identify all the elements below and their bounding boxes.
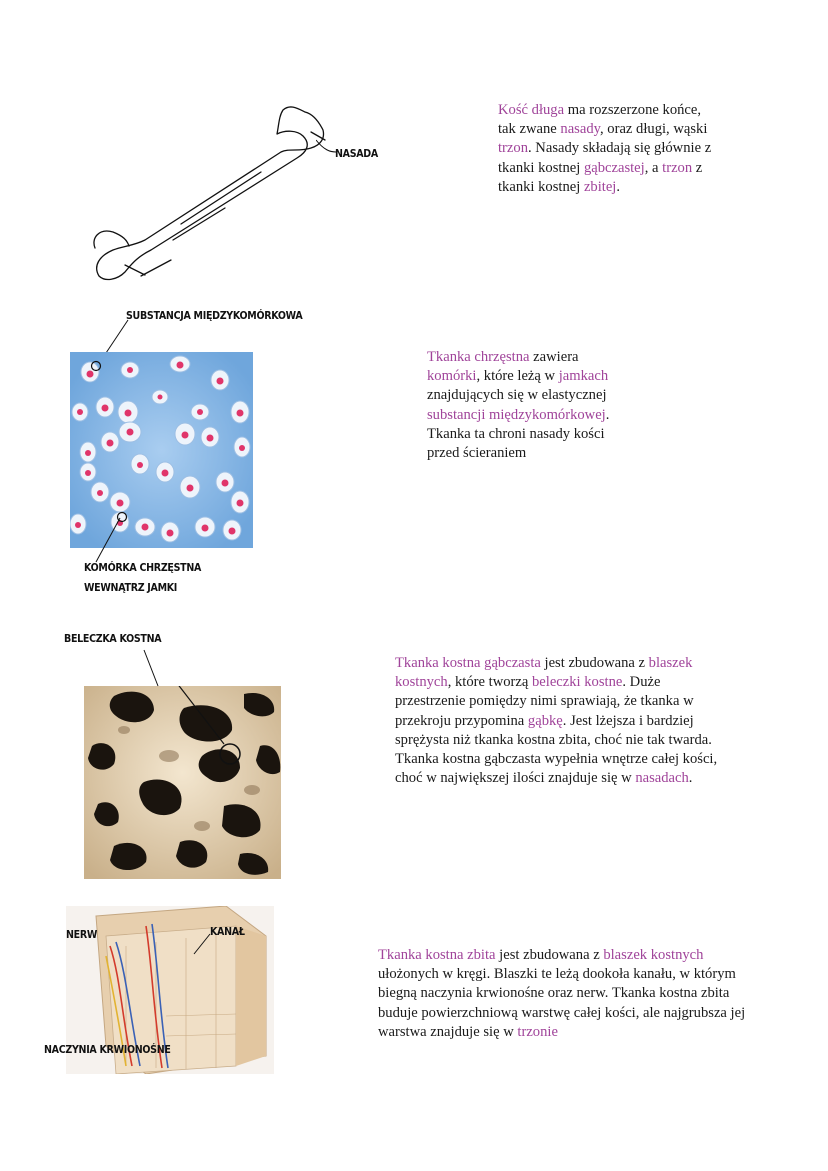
para-run: , które tworzą bbox=[447, 674, 532, 691]
label-cartilage-cell: KOMÓRKA CHRZĘSTNA bbox=[84, 562, 202, 575]
para-run: gąbkę bbox=[527, 712, 563, 729]
para-run: jest zbudowana z bbox=[495, 947, 604, 963]
label-inside-lacuna: WEWNĄTRZ JAMKI bbox=[84, 582, 178, 595]
para-run: Kość długa bbox=[498, 102, 565, 118]
para-run: . Nasady składają się głównie z tkanki kostnej bbox=[498, 140, 712, 176]
para-run: . bbox=[688, 770, 693, 787]
para-run: jest zbudowana z bbox=[540, 655, 649, 671]
para-run: beleczki kostne bbox=[532, 674, 623, 691]
para-run: , oraz długi, wąski bbox=[599, 121, 708, 138]
spongy-bone-structure bbox=[84, 686, 281, 879]
paragraph-cartilage bbox=[427, 348, 627, 463]
para-run: . Tkanka ta chroni nasady kości przed ścieraniem bbox=[427, 406, 610, 462]
para-run: zawiera bbox=[529, 349, 579, 365]
para-run: nasadach bbox=[635, 770, 689, 787]
label-canal: KANAŁ bbox=[210, 926, 245, 939]
para-run: . bbox=[616, 178, 621, 195]
para-run: ma rozszerzone końce, tak zwane bbox=[498, 102, 702, 138]
para-run: . Jest lżejsza i bardziej sprężysta niż tkanka kostna zbita, choć nie tak twarda. Tkanka kostna gąbczasta wypełnia wnętrze całej kości, choć w największej ilości znajduje się w bbox=[395, 712, 718, 787]
para-run: trzonie bbox=[517, 1023, 558, 1040]
paragraph-compact-bone bbox=[378, 946, 756, 1042]
label-nasada: NASADA bbox=[335, 148, 378, 161]
para-run: blaszek kostnych bbox=[395, 655, 693, 691]
label-blood-vessels: NACZYNIA KRWIONOŚNE bbox=[44, 1044, 171, 1057]
para-run: Tkanka kostna gąbczasta bbox=[395, 655, 541, 671]
para-run: trzon bbox=[662, 159, 693, 176]
long-bone-figure bbox=[85, 100, 385, 290]
label-intercellular-substance: SUBSTANCJA MIĘDZYKOMÓRKOWA bbox=[126, 310, 303, 323]
long-bone-drawing bbox=[85, 100, 385, 290]
para-run: jamkach bbox=[558, 368, 609, 385]
para-run: , a bbox=[644, 159, 663, 176]
label-nasada-pointer bbox=[316, 138, 346, 158]
paragraph-spongy-bone bbox=[395, 654, 720, 788]
para-run: z tkanki kostnej bbox=[498, 159, 703, 195]
para-run: ułożonych w kręgi. Blaszki te leżą dookoła kanału, w którym biegną naczynia krwionośne oraz nerw. Tkanka kostna zbita buduje powierzchniową warstwę całej kości, ale najgrubsza jej warstwa znajduje się w bbox=[378, 966, 746, 1040]
para-run: substancji międzykomórkowej bbox=[427, 406, 606, 423]
label-canal-pointer bbox=[188, 932, 218, 962]
label-nerve: NERW bbox=[66, 929, 98, 942]
para-run: znajdujących się w elastycznej bbox=[427, 387, 607, 404]
para-run: Tkanka kostna zbita bbox=[378, 947, 496, 963]
para-run: blaszek kostnych bbox=[603, 947, 704, 963]
para-run: nasady bbox=[560, 121, 600, 138]
label-cell-pointer bbox=[90, 516, 130, 566]
paragraph-long-bone bbox=[498, 101, 718, 197]
para-run: Tkanka chrzęstna bbox=[427, 349, 530, 365]
label-trabecula-pointer bbox=[142, 648, 162, 688]
spongy-bone-image bbox=[84, 686, 281, 879]
label-trabecula: BELECZKA KOSTNA bbox=[64, 633, 162, 646]
para-run: trzon bbox=[498, 140, 528, 157]
para-run: zbitej bbox=[583, 178, 617, 195]
para-run: komórki bbox=[427, 368, 477, 385]
para-run: gąbczastej bbox=[583, 159, 645, 176]
para-run: , które leżą w bbox=[476, 368, 559, 385]
para-run: . Duże przestrzenie pomiędzy nimi sprawiają, że tkanka w przekroju przypomina bbox=[395, 674, 694, 729]
